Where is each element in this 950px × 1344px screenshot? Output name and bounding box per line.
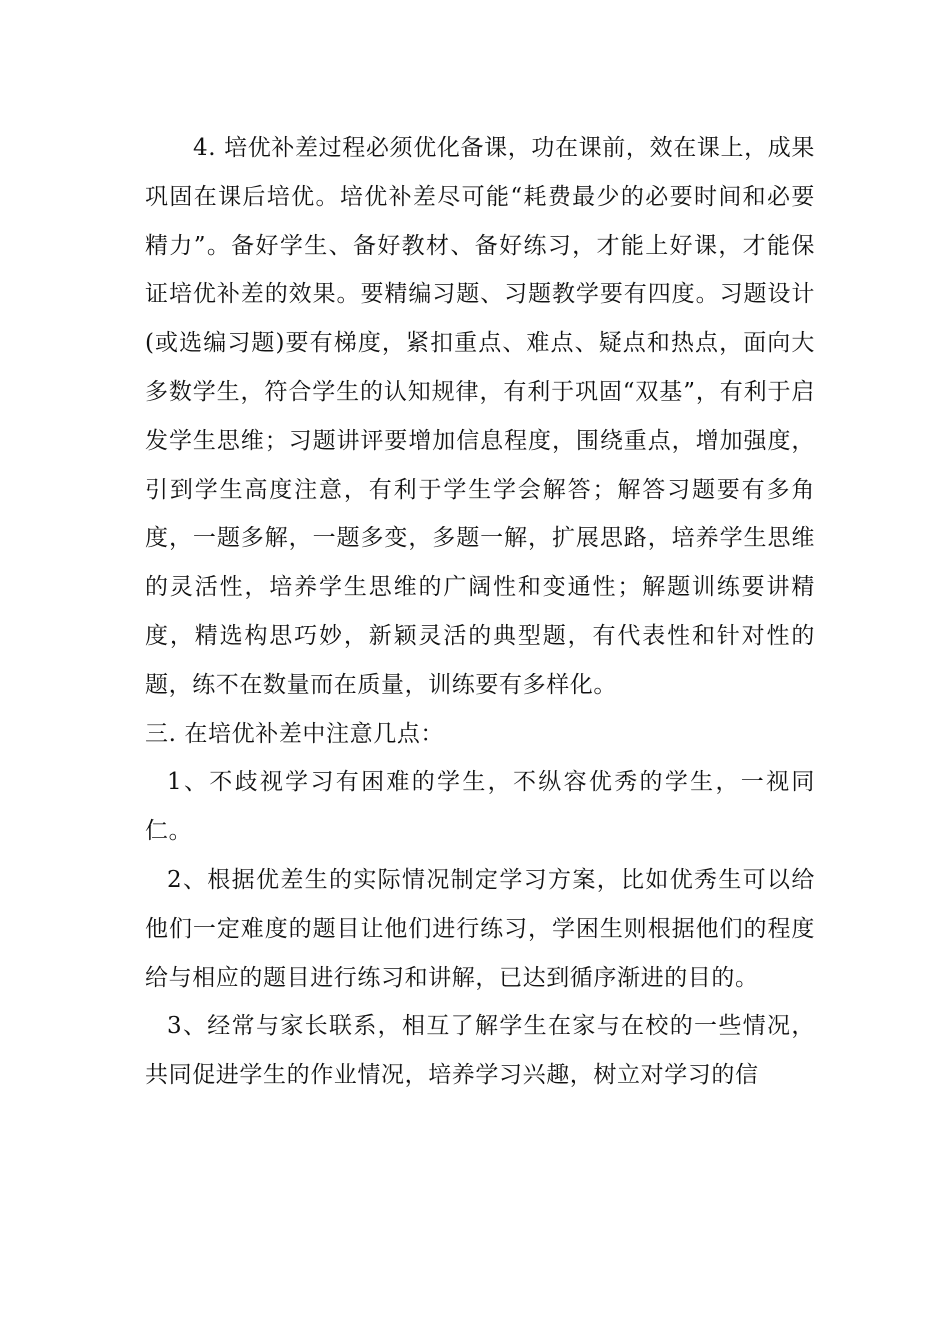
list-item-2: 2、根据优差生的实际情况制定学习方案，比如优秀生可以给他们一定难度的题目让他们进行练习，学困生则根据他们的程度给与相应的题目进行练习和讲解，已达到循序渐进的目的。 [145,866,815,991]
paragraph-4-lesson-preparation: 4. 培优补差过程必须优化备课，功在课前，效在课上，成果巩固在课后培优。培优补差尽可能“耗费最少的必要时间和必要精力”。备好学生、备好教材、备好练习，才能上好课，才能保证培优补差的效果。要精编习题、习题教学要有四度。习题设计(或选编习题)要有梯度，紧扣重点、难点、疑点和热点，面向大多数学生，符合学生的认知规律，有利于巩固“双基”，有利于启发学生思维；习题讲评要增加信息程度，围绕重点，增加强度，引到学生高度注意，有利于学生学会解答；解答习题要有多角度，一题多解，一题多变，多题一解，扩展思路，培养学生思维的灵活性，培养学生思维的广阔性和变通性；解题训练要讲精度，精选构思巧妙，新颖灵活的典型题，有代表性和针对性的题，练不在数量而在质量，训练要有多样化。 [145,135,815,698]
document-body [145,124,815,1100]
section-heading-three: 三. 在培优补差中注意几点： [145,720,445,747]
list-item-1: 1、不歧视学习有困难的学生，不纵容优秀的学生，一视同仁。 [145,769,815,845]
list-item-3: 3、经常与家长联系，相互了解学生在家与在校的一些情况，共同促进学生的作业情况，培养学习兴趣，树立对学习的信 [145,1013,815,1089]
